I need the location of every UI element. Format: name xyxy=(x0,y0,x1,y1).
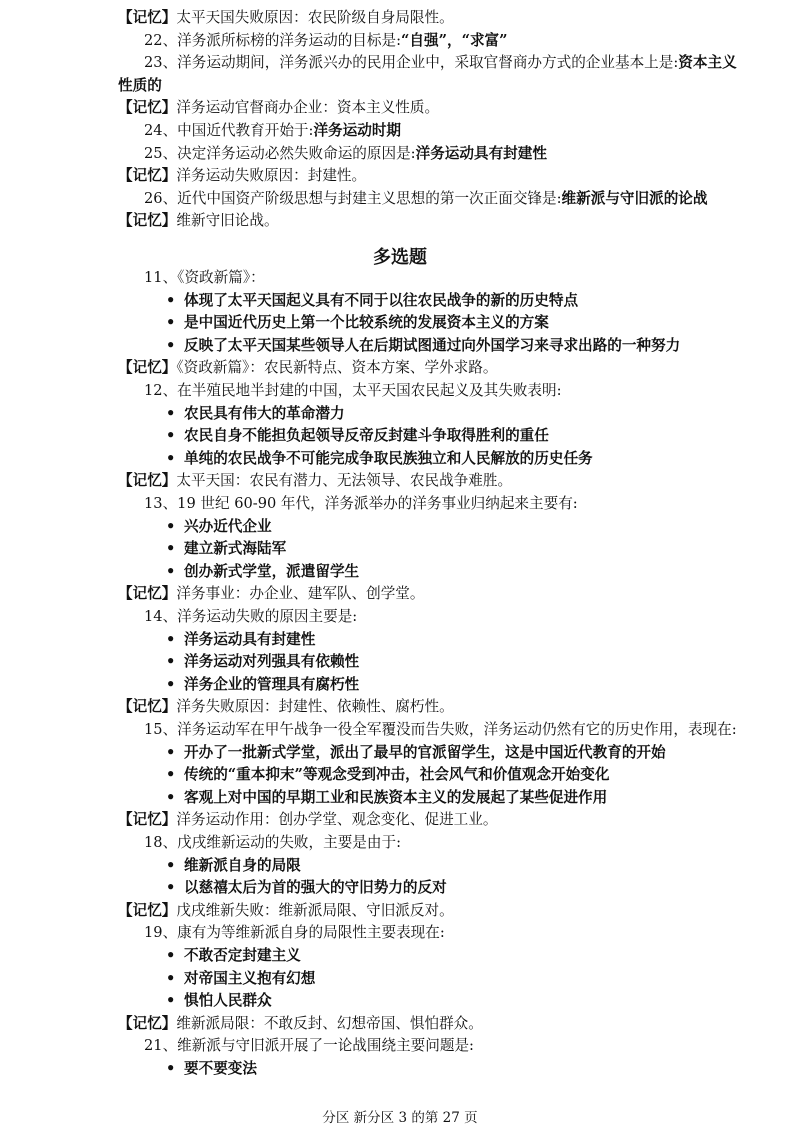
question-line xyxy=(144,268,265,290)
question-text: 24、中国近代教育开始于: xyxy=(144,122,314,139)
option-text: 要不要变法 xyxy=(184,1060,257,1077)
memo-tag: 【记忆】 xyxy=(118,472,177,490)
memo-line xyxy=(118,8,454,30)
option-text: 创办新式学堂，派遣留学生 xyxy=(184,562,360,580)
memo-text: 维新守旧论战。 xyxy=(176,212,279,230)
option-item xyxy=(166,426,549,448)
question-line xyxy=(144,1036,474,1058)
bullet-icon: • xyxy=(166,291,176,309)
question-text: 19、康有为等维新派自身的局限性主要表现在: xyxy=(144,924,445,942)
memo-tag: 【记忆】 xyxy=(118,167,177,185)
memo-line xyxy=(118,358,497,380)
bullet-icon: • xyxy=(166,788,176,806)
memo-text: 太平天国：农民有潜力、无法领导、农民战争难胜。 xyxy=(176,472,513,490)
bullet-icon: • xyxy=(166,1060,176,1077)
memo-text: 洋务运动作用：创办学堂、观念变化、促进工业。 xyxy=(176,811,498,829)
option-item xyxy=(166,878,447,900)
memo-line xyxy=(118,166,366,188)
question-text: 26、近代中国资产阶级思想与封建主义思想的第一次正面交锋是: xyxy=(144,189,562,207)
option-item xyxy=(166,856,301,878)
bullet-icon: • xyxy=(166,404,176,422)
memo-tag: 【记忆】 xyxy=(118,9,177,26)
question-line xyxy=(144,494,578,516)
option-text: 洋务运动具有封建性 xyxy=(184,630,316,648)
question-text: 15、洋务运动军在甲午战争一役全军覆没而告失败，洋务运动仍然有它的历史作用，表现在: xyxy=(144,721,737,738)
bullet-icon: • xyxy=(166,427,176,445)
question-line xyxy=(144,720,737,742)
question-line xyxy=(144,121,401,143)
option-item xyxy=(166,562,359,584)
answer-text: “自强”，“求富” xyxy=(401,31,508,49)
bullet-icon: • xyxy=(166,856,176,874)
question-text: 23、洋务运动期间，洋务派兴办的民用企业中，采取官督商办方式的企业基本上是: xyxy=(144,54,679,72)
option-item xyxy=(166,991,272,1013)
option-text: 洋务运动对列强具有依赖性 xyxy=(184,653,360,671)
option-text: 传统的“重本抑末”等观念受到冲击，社会风气和价值观念开始变化 xyxy=(184,766,610,784)
option-text: 客观上对中国的早期工业和民族资本主义的发展起了某些促进作用 xyxy=(184,788,608,806)
question-text: 18、戊戌维新运动的失败，主要是由于: xyxy=(144,834,401,851)
memo-line xyxy=(118,471,512,493)
option-item xyxy=(166,336,680,358)
option-item xyxy=(166,788,607,810)
memo-line xyxy=(118,211,279,233)
option-text: 是中国近代历史上第一个比较系统的发展资本主义的方案 xyxy=(184,314,549,332)
option-item xyxy=(166,404,345,426)
memo-line xyxy=(118,810,497,832)
memo-tag: 【记忆】 xyxy=(118,901,177,919)
answer-text: 洋务运动时期 xyxy=(313,122,402,139)
option-text: 对帝国主义抱有幻想 xyxy=(184,969,316,987)
question-line xyxy=(144,53,737,75)
option-text: 单纯的农民战争不可能完成争取民族独立和人民解放的历史任务 xyxy=(184,449,593,467)
memo-text: 洋务事业：办企业、建军队、创学堂。 xyxy=(176,585,425,603)
option-item xyxy=(166,675,359,697)
memo-tag: 【记忆】 xyxy=(118,359,177,377)
option-text: 洋务企业的管理具有腐朽性 xyxy=(184,675,360,693)
bullet-icon: • xyxy=(166,766,176,784)
memo-tag: 【记忆】 xyxy=(118,811,177,829)
option-item xyxy=(166,652,359,674)
question-text: 12、在半殖民地半封建的中国，太平天国农民起义及其失败表明: xyxy=(144,382,562,399)
memo-text: 洋务运动官督商办企业：资本主义性质。 xyxy=(176,99,440,117)
bullet-icon: • xyxy=(166,992,176,1010)
option-text: 农民具有伟大的革命潜力 xyxy=(184,404,345,422)
option-text: 开办了一批新式学堂，派出了最早的官派留学生，这是中国近代教育的开始 xyxy=(184,743,666,761)
question-text: 25、决定洋务运动必然失败命运的原因是: xyxy=(144,144,416,162)
question-line xyxy=(144,833,401,855)
bullet-icon: • xyxy=(166,562,176,580)
bullet-icon: • xyxy=(166,947,176,964)
answer-continuation xyxy=(118,76,162,98)
answer-text: 资本主义 xyxy=(678,54,737,72)
option-item xyxy=(166,743,666,765)
bullet-icon: • xyxy=(166,630,176,648)
question-text: 21、维新派与守旧派开展了一论战围绕主要问题是: xyxy=(144,1037,474,1055)
question-line xyxy=(144,189,707,211)
option-text: 惧怕人民群众 xyxy=(184,992,272,1010)
memo-text: 《资政新篇》：农民新特点、资本方案、学外求路。 xyxy=(176,359,498,377)
question-text: 14、洋务运动失败的原因主要是: xyxy=(144,608,358,625)
memo-text: 戊戌维新失败：维新派局限、守旧派反对。 xyxy=(176,901,454,919)
bullet-icon: • xyxy=(166,336,176,354)
bullet-icon: • xyxy=(166,540,176,558)
memo-tag: 【记忆】 xyxy=(118,585,177,603)
bullet-icon: • xyxy=(166,969,176,987)
option-text: 农民自身不能担负起领导反帝反封建斗争取得胜利的重任 xyxy=(184,427,549,445)
option-item xyxy=(166,291,578,313)
bullet-icon: • xyxy=(166,879,176,897)
question-line xyxy=(144,381,562,403)
bullet-icon: • xyxy=(166,743,176,761)
option-text: 维新派自身的局限 xyxy=(184,856,301,874)
option-item xyxy=(166,449,593,471)
memo-line xyxy=(118,1014,483,1036)
option-item xyxy=(166,517,272,539)
option-item xyxy=(166,630,315,652)
memo-line xyxy=(118,901,454,923)
option-text: 不敢否定封建主义 xyxy=(184,947,301,964)
option-item xyxy=(166,313,549,335)
bullet-icon: • xyxy=(166,653,176,671)
option-item xyxy=(166,969,315,991)
memo-text: 洋务运动失败原因：封建性。 xyxy=(176,167,367,185)
answer-text: 洋务运动具有封建性 xyxy=(415,144,547,162)
question-text: 13、19 世纪 60-90 年代，洋务派举办的洋务事业归纳起来主要有: xyxy=(144,495,578,512)
bullet-icon: • xyxy=(166,449,176,467)
option-text: 体现了太平天国起义具有不同于以往农民战争的新的历史特点 xyxy=(184,291,579,309)
memo-line xyxy=(118,98,439,120)
question-line xyxy=(144,31,508,53)
memo-tag: 【记忆】 xyxy=(118,1014,177,1032)
question-line xyxy=(144,923,445,945)
bullet-icon: • xyxy=(166,314,176,332)
option-item xyxy=(166,946,301,968)
question-line xyxy=(144,144,547,166)
memo-text: 维新派局限：不敢反封、幻想帝国、惧怕群众。 xyxy=(176,1014,483,1032)
option-text: 兴办近代企业 xyxy=(184,517,272,535)
memo-tag: 【记忆】 xyxy=(118,99,177,117)
option-text: 反映了太平天国某些领导人在后期试图通过向外国学习来寻求出路的一种努力 xyxy=(184,336,681,354)
option-item xyxy=(166,1059,257,1081)
memo-line xyxy=(118,697,454,719)
option-text: 建立新式海陆军 xyxy=(184,540,287,558)
question-text: 22、洋务派所标榜的洋务运动的目标是: xyxy=(144,31,401,49)
memo-text: 洋务失败原因：封建性、依赖性、腐朽性。 xyxy=(176,698,454,716)
answer-text: 性质的 xyxy=(118,76,162,94)
bullet-icon: • xyxy=(166,517,176,535)
option-item xyxy=(166,539,286,561)
question-line xyxy=(144,607,357,629)
question-text: 11、《资政新篇》： xyxy=(144,269,265,286)
memo-tag: 【记忆】 xyxy=(118,698,177,716)
answer-text: 维新派与守旧派的论战 xyxy=(561,189,708,207)
memo-line xyxy=(118,584,425,606)
bullet-icon: • xyxy=(166,675,176,693)
memo-tag: 【记忆】 xyxy=(118,212,177,230)
page-footer: 分区 新分区 3 的第 27 页 xyxy=(322,1110,478,1126)
memo-text: 太平天国失败原因：农民阶级自身局限性。 xyxy=(176,9,454,26)
option-text: 以慈禧太后为首的强大的守旧势力的反对 xyxy=(184,879,447,897)
section-title: 多选题 xyxy=(373,247,427,268)
option-item xyxy=(166,765,609,787)
